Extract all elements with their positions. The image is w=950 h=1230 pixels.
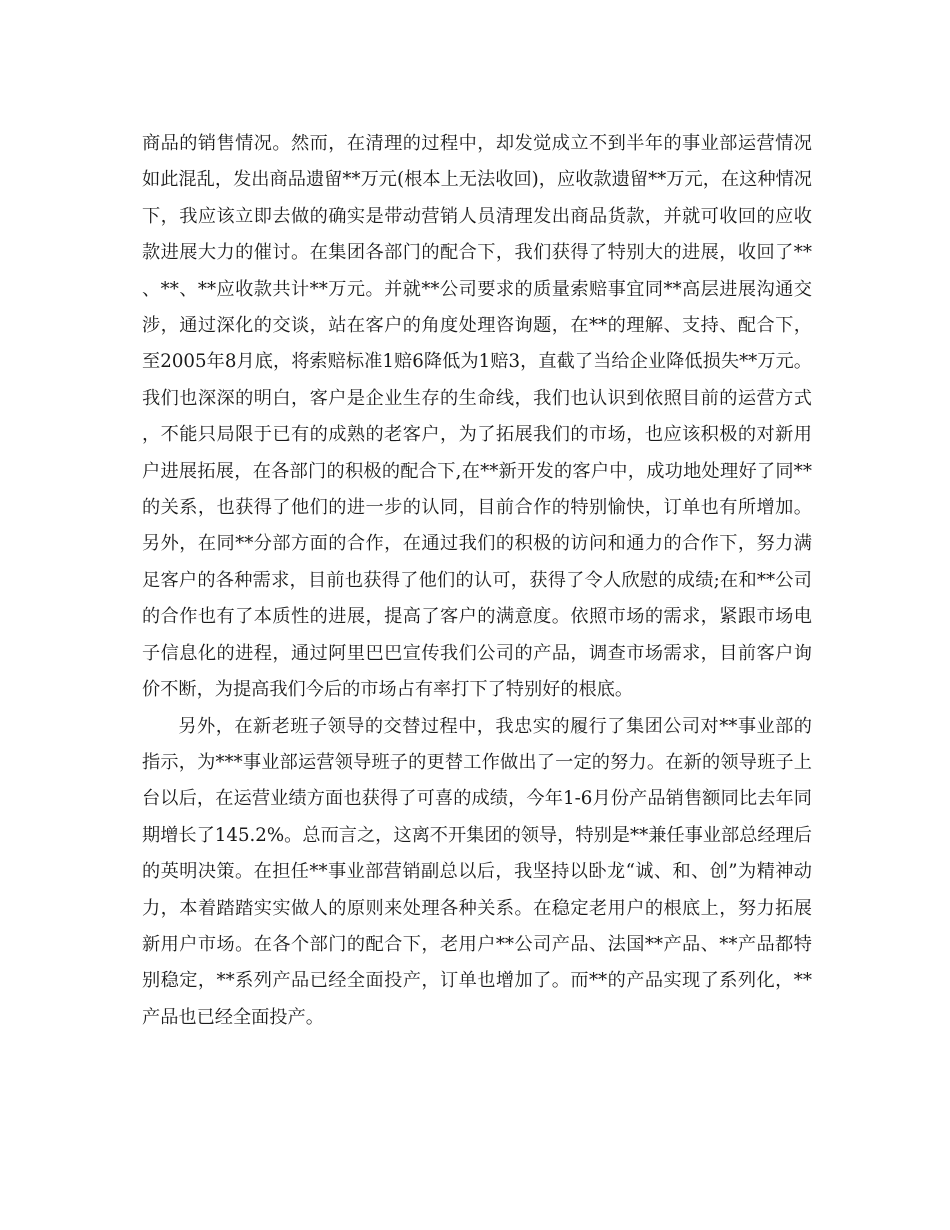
- body-text: [142, 126, 812, 1036]
- paragraph-1: 商品的销售情况。然而，在清理的过程中，却发觉成立不到半年的事业部运营情况如此混乱，发出商品遗留**万元(根本上无法收回)，应收款遗留**万元，在这种情况下，我应该立即去做的确实是带动营销人员清理发出商品货款，并就可收回的应收款进展大力的催讨。在集团各部门的配合下，我们获得了特别大的进展，收回了**、**、**应收款共计**万元。并就**公司要求的质量索赔事宜同**高层进展沟通交涉，通过深化的交谈，站在客户的角度处理咨询题，在**的理解、支持、配合下，至2005年8月底，将索赔标准1赔6降低为1赔3，直截了当给企业降低损失**万元。我们也深深的明白，客户是企业生存的生命线，我们也认识到依照目前的运营方式，不能只局限于已有的成熟的老客户，为了拓展我们的市场，也应该积极的对新用户进展拓展，在各部门的积极的配合下,在**新开发的客户中，成功地处理好了同**的关系，也获得了他们的进一步的认同，目前合作的特别愉快，订单也有所增加。另外，在同**分部方面的合作，在通过我们的积极的访问和通力的合作下，努力满足客户的各种需求，目前也获得了他们的认可，获得了令人欣慰的成绩;在和**公司的合作也有了本质性的进展，提高了客户的满意度。依照市场的需求，紧跟市场电子信息化的进程，通过阿里巴巴宣传我们公司的产品，调查市场需求，目前客户询价不断，为提高我们今后的市场占有率打下了特别好的根底。: [142, 133, 812, 701]
- paragraph-2: 另外，在新老班子领导的交替过程中，我忠实的履行了集团公司对**事业部的指示，为***事业部运营领导班子的更替工作做出了一定的努力。在新的领导班子上台以后，在运营业绩方面也获得了可喜的成绩，今年1-6月份产品销售额同比去年同期增长了145.2%。总而言之，这离不开集团的领导，特别是**兼任事业部总经理后的英明决策。在担任**事业部营销副总以后，我坚持以卧龙“诚、和、创”为精神动力，本着踏踏实实做人的原则来处理各种关系。在稳定老用户的根底上，努力拓展新用户市场。在各个部门的配合下，老用户**公司产品、法国**产品、**产品都特别稳定，**系列产品已经全面投产，订单也增加了。而**的产品实现了系列化，**产品也已经全面投产。: [142, 715, 812, 1028]
